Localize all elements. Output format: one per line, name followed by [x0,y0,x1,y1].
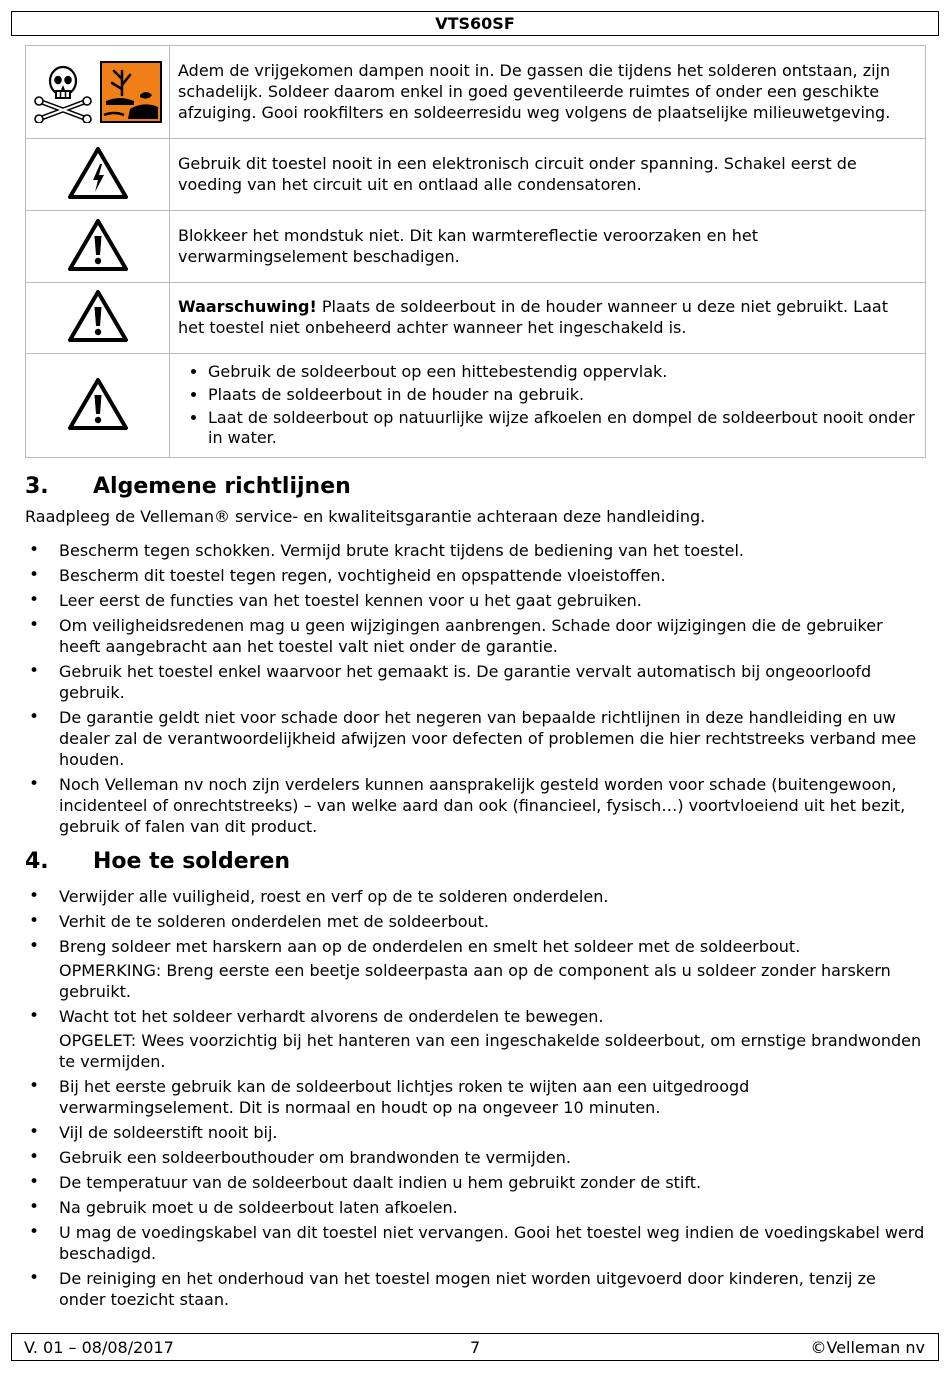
warning-label: Waarschuwing! [178,297,317,316]
icon-cell [26,354,170,458]
safety-row [26,354,926,458]
list-item: • Gebruik een soldeerbouthouder om brandwonden te vermijden. [25,1147,925,1168]
section-4-list [25,886,925,1314]
item-note: OPMERKING: Breng eerste een beetje soldeerpasta aan op de component als u soldeer zonder harskern gebruikt. [59,961,891,1001]
safety-table [25,45,926,458]
list-item: • Bescherm dit toestel tegen regen, vochtigheid en opspattende vloeistoffen. [25,565,925,586]
safety-list [178,362,915,448]
list-item: • Vijl de soldeerstift nooit bij. [25,1122,925,1143]
section-3-list [25,540,925,841]
safety-row [26,283,926,354]
list-item: • De garantie geldt niet voor schade door het negeren van bepaalde richtlijnen in deze handleiding en uw dealer zal de verantwoordelijkheid afwijzen voor defecten of problemen die hier rechtstreeks verband mee houden. [25,707,925,770]
list-item: • Verhit de te solderen onderdelen met de soldeerbout. [25,911,925,932]
list-item: • Bescherm tegen schokken. Vermijd brute kracht tijdens de bediening van het toestel. [25,540,925,561]
list-item: • Gebruik de soldeerbout op een hittebestendig oppervlak. [208,362,915,382]
safety-text: Adem de vrijgekomen dampen nooit in. De gassen die tijdens het solderen ontstaan, zijn schadelijk. Soldeer daarom enkel in goed geventileerde ruimtes of onder een geschikte afzuiging. Gooi rookfilters en soldeerresidu weg volgens de plaatselijke milieuwetgeving. [170,46,926,139]
list-item: • Gebruik het toestel enkel waarvoor het gemaakt is. De garantie vervalt automatisch bij ongeoorloofd gebruik. [25,661,925,703]
icon-cell [26,211,170,283]
exclamation-warning-icon [67,289,129,343]
section-3-heading [25,474,351,499]
list-item [25,936,925,1002]
section-3-intro: Raadpleeg de Velleman® service- en kwaliteitsgarantie achteraan deze handleiding. [25,507,706,526]
list-item: • U mag de voedingskabel van dit toestel niet vervangen. Gooi het toestel weg indien de voedingskabel werd beschadigd. [25,1222,925,1264]
section-title: Hoe te solderen [93,849,291,874]
list-item: • Noch Velleman nv noch zijn verdelers kunnen aansprakelijk gesteld worden voor schade (buitengewoon, incidenteel of onrechtstreeks) – van welke aard dan ook (financieel, fysisch…) voortvloeiend uit het bezit, gebruik of falen van dit product. [25,774,925,837]
icon-cell [26,283,170,354]
list-item: • Verwijder alle vuiligheid, roest en verf op de te solderen onderdelen. [25,886,925,907]
header-title: VTS60SF [435,14,515,33]
list-item: • Laat de soldeerbout op natuurlijke wijze afkoelen en dompel de soldeerbout nooit onder in water. [208,408,915,448]
environment-hazard-icon [100,61,162,123]
footer-version: V. 01 – 08/08/2017 [24,1338,174,1357]
list-item: • Leer eerst de functies van het toestel kennen voor u het gaat gebruiken. [25,590,925,611]
list-item: • De reiniging en het onderhoud van het toestel mogen niet worden uitgevoerd door kinderen, tenzij ze onder toezicht staan. [25,1268,925,1310]
list-item: • Plaats de soldeerbout in de houder na gebruik. [208,385,915,405]
list-item [25,1006,925,1072]
safety-row [26,211,926,283]
section-number: 4. [25,849,49,874]
safety-text: Gebruik dit toestel nooit in een elektronisch circuit onder spanning. Schakel eerst de voeding van het circuit uit en ontlaad alle condensatoren. [170,139,926,211]
safety-text [170,283,926,354]
list-item: • Om veiligheidsredenen mag u geen wijzigingen aanbrengen. Schade door wijzigingen die de gebruiker heeft aangebracht aan het toestel valt niet onder de garantie. [25,615,925,657]
safety-row [26,46,926,139]
section-title: Algemene richtlijnen [93,474,351,499]
safety-row [26,139,926,211]
list-item: • Bij het eerste gebruik kan de soldeerbout lichtjes roken te wijten aan een uitgedroogd verwarmingselement. Dit is normaal en houdt op na ongeveer 10 minuten. [25,1076,925,1118]
list-item: • De temperatuur van de soldeerbout daalt indien u hem gebruikt zonder de stift. [25,1172,925,1193]
list-item: • Na gebruik moet u de soldeerbout laten afkoelen. [25,1197,925,1218]
item-note: OPGELET: Wees voorzichtig bij het hanteren van een ingeschakelde soldeerbout, om ernstige brandwonden te vermijden. [59,1031,922,1071]
item-text: Wacht tot het soldeer verhardt alvorens de onderdelen te bewegen. [59,1007,604,1026]
icon-cell [26,139,170,211]
exclamation-warning-icon [67,377,129,431]
footer-copyright: ©Velleman nv [810,1338,925,1357]
page-number: 7 [470,1338,481,1357]
section-number: 3. [25,474,49,499]
item-text: Breng soldeer met harskern aan op de onderdelen en smelt het soldeer met de soldeerbout. [59,937,801,956]
exclamation-warning-icon [67,218,129,272]
warning-text: Plaats de soldeerbout in de houder wanneer u deze niet gebruikt. Laat het toestel niet onbeheerd achter wanneer het ingeschakeld is. [178,297,888,337]
page-header [11,11,939,36]
high-voltage-warning-icon [67,146,129,200]
section-4-heading [25,849,290,874]
safety-list-cell [170,354,926,458]
icon-cell [26,46,170,139]
safety-text: Blokkeer het mondstuk niet. Dit kan warmtereflectie veroorzaken en het verwarmingselement beschadigen. [170,211,926,283]
page-footer [11,1333,939,1361]
skull-crossbones-icon [34,61,92,123]
